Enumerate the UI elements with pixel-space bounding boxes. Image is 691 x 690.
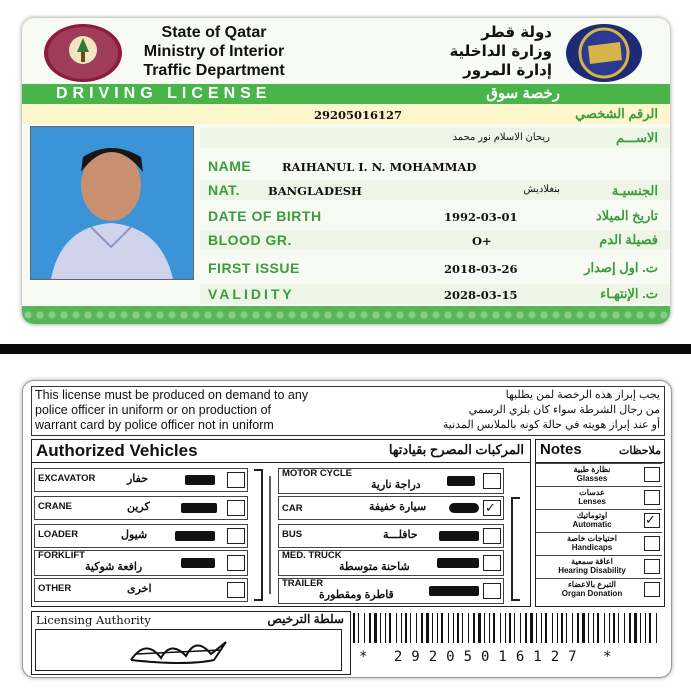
holder-photo <box>30 126 194 280</box>
vehicle-label-ar: سيارة خفيفة <box>369 501 427 513</box>
blood-group-label: BLOOD GR. <box>208 232 292 248</box>
note-organ-donation <box>536 578 662 600</box>
checkmark-icon: ✓ <box>485 500 496 515</box>
nationality-label: NAT. <box>208 182 241 198</box>
vehicle-label-ar: اخرى <box>127 583 152 595</box>
vehicle-checkbox[interactable] <box>227 500 245 516</box>
vehicle-checkbox[interactable] <box>227 582 245 598</box>
signature-area <box>35 629 342 671</box>
field-first-issue <box>200 258 670 278</box>
bracket-right-icon <box>506 496 526 602</box>
vehicle-label: FORKLIFT <box>38 550 85 561</box>
ministry-emblem-icon <box>44 24 122 82</box>
license-back <box>22 380 672 678</box>
note-handicaps <box>536 532 662 554</box>
vehicle-checkbox[interactable] <box>483 555 501 571</box>
first-issue-ar-label: ت. اول إصدار <box>584 260 658 275</box>
vehicle-label-ar: قاطرة ومقطورة <box>319 589 394 601</box>
note-label: التبرع بالاعضاء Organ Donation <box>561 580 623 598</box>
bracket-left-icon <box>250 468 276 602</box>
vehicle-label: BUS <box>282 529 303 540</box>
card-divider <box>0 344 691 354</box>
note-checkbox[interactable] <box>644 490 660 505</box>
security-pattern-band <box>22 306 670 324</box>
note-label: احتياجات خاصة Handicaps <box>566 534 618 552</box>
note-glasses <box>536 463 662 485</box>
vehicle-label: EXCAVATOR <box>38 473 96 484</box>
vehicle-label: CAR <box>282 503 303 514</box>
vehicle-checkbox[interactable] <box>227 472 245 488</box>
vehicle-checkbox[interactable] <box>483 473 501 489</box>
note-hearing-disability <box>536 555 662 577</box>
personal-number: 29205016127 <box>314 108 403 122</box>
vehicle-crane <box>34 496 248 520</box>
vehicle-label-ar: حفار <box>127 473 149 485</box>
personal-number-label-ar: الرقم الشخصي <box>575 106 658 121</box>
driving-license-band <box>22 84 670 104</box>
field-nationality <box>200 180 670 200</box>
vehicle-other <box>34 578 248 602</box>
note-label: اوتوماتيك Automatic <box>572 511 612 529</box>
dob-ar-label: تاريخ الميلاد <box>595 208 658 223</box>
validity-value: 2028-03-15 <box>444 288 518 302</box>
note-lenses <box>536 486 662 508</box>
notice-box <box>31 386 665 436</box>
field-dob <box>200 206 670 226</box>
note-checkbox[interactable] <box>644 559 660 574</box>
licensing-authority-box <box>31 611 351 675</box>
notice-en: This license must be produced on demand to any police officer in uniform or on production of warrant card by police officer not in uniform <box>35 388 309 432</box>
note-label: نظارة طبية Glasses <box>573 465 611 483</box>
vehicle-label: LOADER <box>38 529 79 540</box>
notes-box <box>535 439 665 607</box>
note-label: اعاقة سمعية Hearing Disability <box>558 557 626 575</box>
nationality-value: BANGLADESH <box>268 184 362 198</box>
truck-icon <box>437 558 479 568</box>
licensing-authority-label: Licensing Authority <box>36 613 151 627</box>
blood-group-ar-label: فصيلة الدم <box>599 232 658 247</box>
notes-title-en: Notes <box>540 441 582 458</box>
forklift-icon <box>181 558 215 568</box>
header-state-ar: دولة قطر <box>481 23 552 41</box>
first-issue-label: FIRST ISSUE <box>208 260 300 276</box>
license-front <box>22 18 670 324</box>
notice-ar: يجب إبراز هذه الرخصة لمن يطلبها من رجال الشرطة سواء كان بلزي الرسمي أو عند إبراز هويته في حالة كونه بالملابس المدنية <box>442 389 660 431</box>
header-ministry-ar: وزارة الداخلية <box>449 42 552 60</box>
vehicle-label-ar: شاحنة متوسطة <box>339 561 410 573</box>
note-checkbox[interactable] <box>644 536 660 551</box>
header-ministry: Ministry of Interior <box>143 43 285 60</box>
vehicle-checkbox[interactable] <box>483 583 501 599</box>
vehicle-loader <box>34 524 248 548</box>
note-checkbox[interactable] <box>644 467 660 482</box>
name-value: RAIHANUL I. N. MOHAMMAD <box>282 160 477 174</box>
vehicle-forklift <box>34 550 248 576</box>
vehicle-label-ar: شيول <box>121 529 148 541</box>
name-ar-label: الاســـم <box>616 130 658 145</box>
signature-icon <box>36 630 341 670</box>
checkmark-icon: ✓ <box>645 512 656 527</box>
car-icon <box>449 503 479 513</box>
vehicle-med-truck <box>278 550 504 576</box>
validity-label: VALIDITY <box>208 286 295 302</box>
field-validity <box>200 284 670 304</box>
vehicle-label: MED. TRUCK <box>282 550 342 561</box>
authorized-title-en: Authorized Vehicles <box>36 441 198 460</box>
gcc-emblem-icon <box>566 24 642 82</box>
note-label: عدسات Lenses <box>578 488 606 506</box>
first-issue-value: 2018-03-26 <box>444 262 518 276</box>
vehicle-label-ar: كرين <box>127 501 150 513</box>
vehicle-checkbox[interactable] <box>227 555 245 571</box>
vehicle-car <box>278 496 504 520</box>
vehicle-trailer <box>278 578 504 604</box>
notes-title-ar: ملاحظات <box>619 445 661 457</box>
authorized-vehicles-header <box>32 440 530 463</box>
vehicle-label-ar: حافلـــة <box>383 529 418 541</box>
name-ar-row <box>200 128 670 148</box>
note-checkbox[interactable] <box>644 513 660 528</box>
band-title: DRIVING LICENSE <box>56 85 272 102</box>
nationality-ar-label: الجنسيـة <box>611 183 658 198</box>
vehicle-label: CRANE <box>38 501 72 512</box>
name-ar-value: ريحان الاسلام نور محمد <box>452 132 550 143</box>
authorized-title-ar: المركبات المصرح بقيادتها <box>388 442 524 457</box>
header-department-ar: إدارة المرور <box>463 61 552 79</box>
field-blood-group <box>200 230 670 250</box>
personal-number-row <box>22 104 670 124</box>
header-state: State of Qatar <box>161 24 267 41</box>
vehicle-checkbox[interactable] <box>483 500 501 516</box>
dob-label: DATE OF BIRTH <box>208 208 322 224</box>
field-name <box>200 156 670 176</box>
barcode-number: * 29205016127 * <box>359 649 621 665</box>
trailer-icon <box>429 586 479 596</box>
vehicle-label-ar: دراجة نارية <box>371 479 421 491</box>
bus-icon <box>439 531 479 541</box>
excavator-icon <box>185 475 215 485</box>
vehicle-label: TRAILER <box>282 578 324 589</box>
note-checkbox[interactable] <box>644 582 660 597</box>
vehicle-checkbox[interactable] <box>483 528 501 544</box>
barcode-icon <box>353 613 661 643</box>
vehicle-label: OTHER <box>38 583 72 594</box>
vehicle-excavator <box>34 468 248 492</box>
crane-icon <box>181 503 217 513</box>
header-department: Traffic Department <box>143 62 285 79</box>
blood-group-value: O+ <box>472 234 492 248</box>
band-title-ar: رخصة سوق <box>486 85 560 102</box>
validity-ar-label: ت. الإنتهـاء <box>600 286 658 301</box>
vehicle-bus <box>278 524 504 548</box>
vehicle-label-ar: رافعة شوكية <box>85 561 143 573</box>
name-label: NAME <box>208 158 252 174</box>
note-automatic <box>536 509 662 531</box>
loader-icon <box>175 531 215 541</box>
nationality-ar-value: بنغلاديش <box>523 184 560 195</box>
vehicle-label: MOTOR CYCLE <box>282 468 353 479</box>
notes-header <box>536 440 664 463</box>
motorcycle-icon <box>447 476 475 486</box>
vehicle-motorcycle <box>278 468 504 494</box>
dob-value: 1992-03-01 <box>444 210 518 224</box>
licensing-authority-label-ar: سلطة الترخيص <box>267 612 344 626</box>
authorized-vehicles-box <box>31 439 531 607</box>
vehicle-checkbox[interactable] <box>227 528 245 544</box>
